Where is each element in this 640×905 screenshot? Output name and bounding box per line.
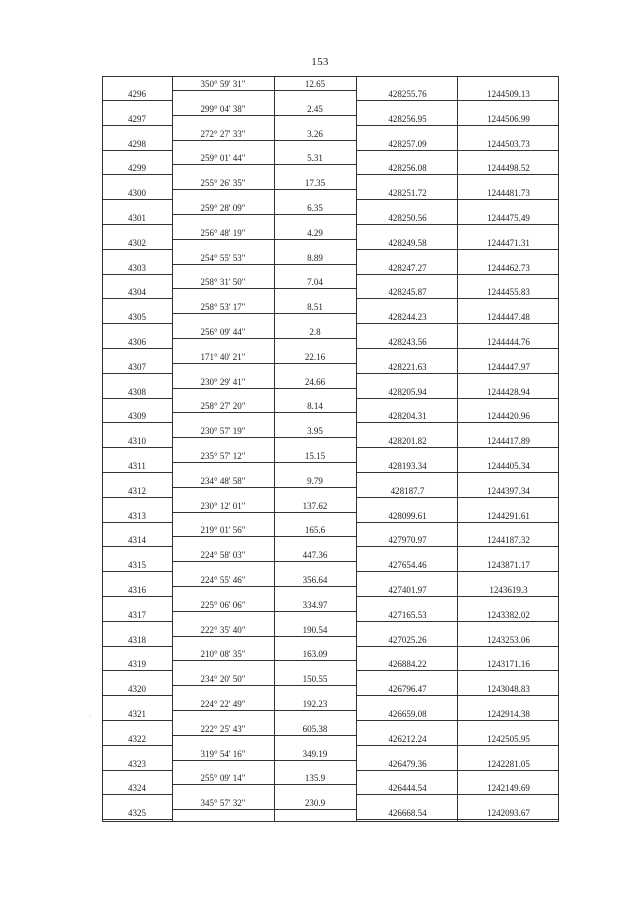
x-coordinate-cell: 427025.26 <box>388 634 427 645</box>
y-coordinate-cell: 1242281.05 <box>487 758 530 769</box>
coordinate-rule <box>357 125 559 126</box>
segment-rule <box>172 784 356 785</box>
x-coordinate-cell: 428204.31 <box>388 411 427 422</box>
point-rule <box>102 522 172 523</box>
x-coordinate-cell: 426796.47 <box>388 684 427 695</box>
distance-cell: 9.79 <box>307 475 323 486</box>
segment-rule <box>172 90 356 91</box>
point-rule <box>102 794 172 795</box>
point-rule <box>102 695 172 696</box>
y-coordinate-cell: 1243048.83 <box>487 684 530 695</box>
point-rule <box>102 150 172 151</box>
distance-cell: 192.23 <box>302 699 328 709</box>
point-id-cell: 4309 <box>128 411 146 422</box>
point-rule <box>102 447 172 448</box>
x-coordinate-cell: 428205.94 <box>388 386 427 397</box>
point-id-cell: 4323 <box>128 758 146 769</box>
y-coordinate-cell: 1244444.76 <box>487 337 530 347</box>
y-coordinate-cell: 1242914.38 <box>487 709 530 719</box>
y-coordinate-cell: 1244417.89 <box>487 436 530 447</box>
y-coordinate-cell: 1244462.73 <box>487 262 530 273</box>
x-coordinate-cell: 428221.63 <box>388 361 427 372</box>
x-coordinate-cell: 426668.54 <box>388 808 427 819</box>
coordinate-rule <box>357 596 559 597</box>
y-coordinate-cell: 1244509.13 <box>487 89 530 99</box>
coordinate-rule <box>357 794 559 795</box>
coordinate-rule <box>357 770 559 771</box>
point-rule <box>102 348 172 349</box>
bearing-cell: 256° 48' 19" <box>200 227 246 238</box>
point-id-cell: 4322 <box>128 733 146 744</box>
distance-cell: 5.31 <box>307 153 323 164</box>
segment-rule <box>172 264 356 265</box>
distance-cell: 150.55 <box>302 674 328 685</box>
distance-cell: 8.51 <box>307 302 323 313</box>
segment-rule <box>172 437 356 438</box>
y-coordinate-cell: 1243171.16 <box>487 659 530 670</box>
distance-cell: 190.54 <box>302 624 328 635</box>
distance-cell: 2.45 <box>307 103 323 114</box>
distance-cell: 2.8 <box>309 327 321 337</box>
segment-rule <box>172 710 356 711</box>
segment-rule <box>172 660 356 661</box>
point-rule <box>102 546 172 547</box>
bearing-cell: 234° 48' 58" <box>200 475 246 486</box>
distance-cell: 3.95 <box>307 426 323 437</box>
bearing-cell: 254° 55' 53" <box>200 252 246 263</box>
distance-cell: 24.66 <box>304 376 326 387</box>
bearing-cell: 258° 27' 20" <box>200 401 246 412</box>
point-id-cell: 4325 <box>128 808 146 819</box>
point-id-cell: 4313 <box>128 510 146 521</box>
y-coordinate-cell: 1244481.73 <box>487 188 530 199</box>
coordinate-rule <box>357 298 559 299</box>
segment-rule <box>172 189 356 190</box>
y-coordinate-cell: 1243382.02 <box>487 609 530 620</box>
distance-cell: 230.9 <box>304 798 326 809</box>
bearing-cell: 319° 54' 16" <box>200 748 246 759</box>
x-coordinate-cell: 428256.95 <box>388 113 427 124</box>
distance-cell: 334.97 <box>302 599 328 610</box>
point-rule <box>102 100 172 101</box>
segment-rule <box>172 536 356 537</box>
point-id-cell: 4312 <box>128 485 146 496</box>
coordinate-rule <box>357 224 559 225</box>
bearing-cell: 255° 26' 35" <box>200 178 246 189</box>
distance-cell: 447.36 <box>302 550 328 561</box>
x-coordinate-cell: 428243.56 <box>388 337 427 347</box>
y-coordinate-cell: 1243871.17 <box>487 560 530 571</box>
segment-rule <box>172 586 356 587</box>
distance-cell: 356.64 <box>302 575 328 585</box>
distance-cell: 15.15 <box>304 451 326 461</box>
x-coordinate-cell: 428256.08 <box>388 163 427 174</box>
bearing-cell: 230° 12' 01" <box>200 500 246 511</box>
coordinate-rule <box>357 373 559 374</box>
x-coordinate-cell: 428201.82 <box>388 436 427 447</box>
point-rule <box>102 174 172 175</box>
y-coordinate-cell: 1244506.99 <box>487 113 530 124</box>
coordinate-rule <box>357 199 559 200</box>
coordinate-rule <box>357 422 559 423</box>
point-rule <box>102 621 172 622</box>
distance-cell: 165.6 <box>304 525 326 536</box>
point-rule <box>102 472 172 473</box>
coordinate-rule <box>357 472 559 473</box>
point-id-cell: 4315 <box>128 560 146 571</box>
x-coordinate-cell: 427970.97 <box>388 535 427 546</box>
bearing-cell: 235° 57' 12" <box>200 451 246 461</box>
segment-rule <box>172 363 356 364</box>
segment-rule <box>172 140 356 141</box>
segment-rule <box>172 164 356 165</box>
distance-cell: 349.19 <box>302 748 328 759</box>
x-coordinate-cell: 428187.7 <box>390 485 425 496</box>
table-top-border <box>102 76 559 77</box>
point-rule <box>102 125 172 126</box>
coordinate-rule <box>357 447 559 448</box>
segment-rule <box>172 611 356 612</box>
y-coordinate-cell: 1244475.49 <box>487 213 530 223</box>
point-id-cell: 4307 <box>128 361 146 372</box>
point-id-cell: 4310 <box>128 436 146 447</box>
point-id-cell: 4318 <box>128 634 146 645</box>
point-id-cell: 4314 <box>128 535 146 546</box>
segment-rule <box>172 760 356 761</box>
segment-rule <box>172 239 356 240</box>
x-coordinate-cell: 428257.09 <box>388 138 427 149</box>
segment-rule <box>172 512 356 513</box>
distance-cell: 163.09 <box>302 649 328 660</box>
point-rule <box>102 646 172 647</box>
distance-cell: 7.04 <box>307 277 323 288</box>
point-id-cell: 4308 <box>128 386 146 397</box>
y-coordinate-cell: 1244498.52 <box>487 163 530 174</box>
x-coordinate-cell: 426444.54 <box>388 783 427 794</box>
point-rule <box>102 422 172 423</box>
x-coordinate-cell: 428193.34 <box>388 461 427 471</box>
bearing-cell: 222° 25' 43" <box>200 723 246 734</box>
coordinate-rule <box>357 398 559 399</box>
point-id-cell: 4316 <box>128 585 146 595</box>
coordinate-rule <box>357 745 559 746</box>
point-rule <box>102 199 172 200</box>
point-id-cell: 4299 <box>128 163 146 174</box>
y-coordinate-cell: 1244447.48 <box>487 312 530 323</box>
point-id-cell: 4320 <box>128 684 146 695</box>
bearing-cell: 258° 53' 17" <box>200 302 246 313</box>
point-id-cell: 4311 <box>128 461 146 471</box>
y-coordinate-cell: 1244397.34 <box>487 485 530 496</box>
point-rule <box>102 770 172 771</box>
segment-rule <box>172 561 356 562</box>
coordinate-rule <box>357 522 559 523</box>
x-coordinate-cell: 427165.53 <box>388 609 427 620</box>
bearing-cell: 222° 35' 40" <box>200 624 246 635</box>
bearing-cell: 255° 09' 14" <box>200 773 246 784</box>
y-coordinate-cell: 1244187.32 <box>487 535 530 546</box>
coordinate-rule <box>357 249 559 250</box>
bearing-cell: 299° 04' 38" <box>200 103 246 114</box>
point-id-cell: 4297 <box>128 113 146 124</box>
coordinate-rule <box>357 720 559 721</box>
x-coordinate-cell: 427401.97 <box>388 585 427 595</box>
segment-rule <box>172 288 356 289</box>
segment-rule <box>172 636 356 637</box>
point-rule <box>102 274 172 275</box>
y-coordinate-cell: 1242093.67 <box>487 808 530 819</box>
bearing-cell: 224° 58' 03" <box>200 550 246 561</box>
point-id-cell: 4301 <box>128 213 146 223</box>
point-rule <box>102 571 172 572</box>
bearing-cell: 219° 01' 56" <box>200 525 246 536</box>
point-id-cell: 4304 <box>128 287 146 298</box>
segment-rule <box>172 388 356 389</box>
point-id-cell: 4305 <box>128 312 146 323</box>
bearing-cell: 224° 22' 49" <box>200 699 246 709</box>
distance-cell: 605.38 <box>302 723 328 734</box>
y-coordinate-cell: 1244405.34 <box>487 461 530 471</box>
coordinate-rule <box>357 670 559 671</box>
y-coordinate-cell: 1242505.95 <box>487 733 530 744</box>
point-rule <box>102 745 172 746</box>
x-coordinate-cell: 426659.08 <box>388 709 427 719</box>
coordinate-rule <box>357 646 559 647</box>
x-coordinate-cell: 428244.23 <box>388 312 427 323</box>
y-coordinate-cell: 1242149.69 <box>487 783 530 794</box>
point-id-cell: 4317 <box>128 609 146 620</box>
x-coordinate-cell: 428099.61 <box>388 510 427 521</box>
distance-cell: 135.9 <box>304 773 326 784</box>
segment-rule <box>172 338 356 339</box>
bearing-cell: 210° 08' 35" <box>200 649 246 660</box>
distance-cell: 17.35 <box>304 178 326 189</box>
segment-rule <box>172 809 356 810</box>
segment-rule <box>172 685 356 686</box>
survey-coordinates-table <box>102 76 559 821</box>
margin-mark: · <box>89 713 92 721</box>
point-rule <box>102 373 172 374</box>
y-coordinate-cell: 1243253.06 <box>487 634 530 645</box>
x-coordinate-cell: 428250.56 <box>388 213 427 223</box>
coordinate-rule <box>357 546 559 547</box>
y-coordinate-cell: 1244420.96 <box>487 411 530 422</box>
point-rule <box>102 596 172 597</box>
bearing-cell: 230° 57' 19" <box>200 426 246 437</box>
point-id-cell: 4296 <box>128 89 146 99</box>
distance-cell: 12.65 <box>304 79 326 89</box>
coordinate-rule <box>357 150 559 151</box>
distance-cell: 3.26 <box>307 128 323 139</box>
coordinate-rule <box>357 274 559 275</box>
bearing-cell: 234° 20' 50" <box>200 674 246 685</box>
bearing-cell: 345° 57' 32" <box>200 798 246 809</box>
distance-cell: 6.35 <box>307 203 323 213</box>
x-coordinate-cell: 428247.27 <box>388 262 427 273</box>
x-coordinate-cell: 427654.46 <box>388 560 427 571</box>
x-coordinate-cell: 428251.72 <box>388 188 427 199</box>
segment-rule <box>172 735 356 736</box>
bearing-cell: 171° 40' 21" <box>200 351 246 362</box>
x-coordinate-cell: 426884.22 <box>388 659 427 670</box>
bearing-cell: 224° 55' 46" <box>200 575 246 585</box>
table-bottom-border <box>102 821 559 822</box>
segment-rule <box>172 115 356 116</box>
point-id-cell: 4300 <box>128 188 146 199</box>
point-id-cell: 4319 <box>128 659 146 670</box>
page-number: 153 <box>311 56 329 68</box>
bearing-cell: 258° 31' 50" <box>200 277 246 288</box>
point-id-cell: 4303 <box>128 262 146 273</box>
point-rule <box>102 323 172 324</box>
point-id-cell: 4321 <box>128 709 146 719</box>
segment-rule <box>172 412 356 413</box>
coordinate-rule <box>357 621 559 622</box>
y-coordinate-cell: 1244291.61 <box>487 510 530 521</box>
coordinate-rule <box>357 571 559 572</box>
x-coordinate-cell: 428249.58 <box>388 237 427 248</box>
bearing-cell: 225° 06' 06" <box>200 599 246 610</box>
point-id-cell: 4306 <box>128 337 146 347</box>
x-coordinate-cell: 426212.24 <box>388 733 427 744</box>
segment-rule <box>172 462 356 463</box>
bearing-cell: 230° 29' 41" <box>200 376 246 387</box>
point-rule <box>102 298 172 299</box>
y-coordinate-cell: 1243619.3 <box>489 585 528 595</box>
coordinate-rule <box>357 497 559 498</box>
bearing-cell: 259° 01' 44" <box>200 153 246 164</box>
distance-cell: 137.62 <box>302 500 328 511</box>
coordinate-rule <box>357 100 559 101</box>
point-rule <box>102 720 172 721</box>
y-coordinate-cell: 1244455.83 <box>487 287 530 298</box>
point-rule <box>102 398 172 399</box>
point-id-cell: 4298 <box>128 138 146 149</box>
coordinate-rule <box>357 695 559 696</box>
segment-rule <box>172 487 356 488</box>
coordinate-rule <box>357 323 559 324</box>
distance-cell: 8.89 <box>307 252 323 263</box>
distance-cell: 8.14 <box>307 401 323 412</box>
point-rule <box>102 224 172 225</box>
y-coordinate-cell: 1244428.94 <box>487 386 530 397</box>
coordinate-rule <box>357 348 559 349</box>
x-coordinate-cell: 428245.87 <box>388 287 427 298</box>
bearing-cell: 259° 28' 09" <box>200 203 246 213</box>
point-id-cell: 4302 <box>128 237 146 248</box>
point-rule <box>102 249 172 250</box>
bearing-cell: 272° 27' 33" <box>200 128 246 139</box>
distance-cell: 22.16 <box>304 351 326 362</box>
x-coordinate-cell: 428255.76 <box>388 89 427 99</box>
distance-cell: 4.29 <box>307 227 323 238</box>
coordinate-rule <box>357 174 559 175</box>
y-coordinate-cell: 1244447.97 <box>487 361 530 372</box>
bearing-cell: 350° 59' 31" <box>200 79 246 89</box>
point-rule <box>102 670 172 671</box>
point-rule <box>102 497 172 498</box>
bearing-cell: 256° 09' 44" <box>200 327 246 337</box>
y-coordinate-cell: 1244503.73 <box>487 138 530 149</box>
segment-rule <box>172 214 356 215</box>
segment-rule <box>172 313 356 314</box>
point-id-cell: 4324 <box>128 783 146 794</box>
y-coordinate-cell: 1244471.31 <box>487 237 530 248</box>
x-coordinate-cell: 426479.36 <box>388 758 427 769</box>
